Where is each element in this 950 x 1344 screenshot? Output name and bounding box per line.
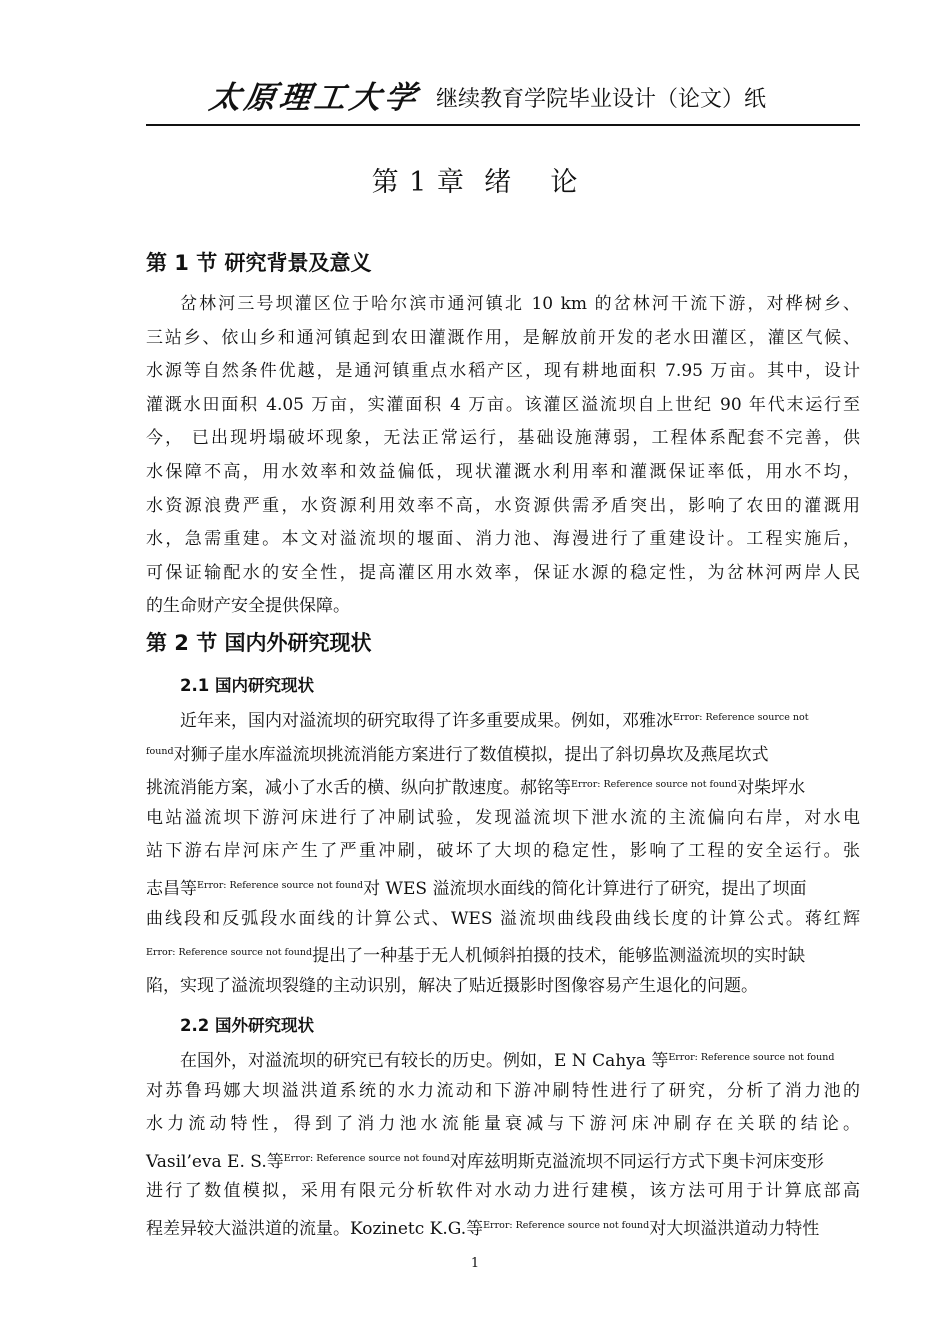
paragraph-line: 陷，实现了溢流坝裂缝的主动识别，解决了贴近摄影时图像容易产生退化的问题。	[146, 975, 758, 996]
university-logo: 太原理工大学	[206, 80, 423, 116]
subsection-2-1-paragraph	[146, 701, 860, 1003]
paragraph-line: 进行了数值模拟，采用有限元分析软件对水动力进行建模，该方法可用于计算底部高	[146, 1181, 860, 1202]
reference-error: Error: Reference source not found	[146, 947, 313, 959]
page-header	[146, 66, 860, 122]
paragraph-line: 程差异较大溢洪道的流量。Kozinetc K.G.等$^{Error: Reference source not found}$对大坝溢洪道动力特性	[146, 1218, 820, 1239]
paragraph-line: $^{found}$对狮子崖水库溢流坝挑流消能方案进行了数值模拟，提出了斜切鼻坎及燕尾坎式	[146, 744, 769, 765]
subsection-2-2-heading: 2.2 国外研究现状	[180, 1016, 314, 1035]
reference-error: Error: Reference source not found	[283, 1152, 450, 1164]
paragraph-line: 对苏鲁玛娜大坝溢洪道系统的水力流动和下游冲刷特性进行了研究，分析了消力池的	[146, 1080, 860, 1101]
paragraph-line: 挑流消能方案，减小了水舌的横、纵向扩散速度。郝铭等$^{Error: Reference source not found}$对柴坪水	[146, 778, 806, 799]
paragraph-line: 水力流动特性，得到了消力池水流能量衰减与下游河床冲刷存在关联的结论。	[146, 1114, 860, 1135]
paragraph-line: 今， 已出现坍塌破坏现象，无法正常运行，基础设施薄弱，工程体系配套不完善，供	[146, 428, 860, 449]
paragraph-line: 曲线段和反弧段水面线的计算公式、WES 溢流坝曲线段曲线长度的计算公式。蒋红辉	[146, 908, 860, 929]
reference-error: Error: Reference source not found	[571, 779, 738, 791]
header-title: 继续教育学院毕业设计（论文）纸	[436, 87, 767, 112]
paragraph-line: 岔林河三号坝灌区位于哈尔滨市通河镇北 10 km 的岔林河干流下游，对桦树乡、	[180, 294, 860, 314]
reference-error: Error: Reference source not	[673, 712, 809, 723]
paragraph-line: 可保证输配水的安全性，提高灌区用水效率，保证水源的稳定性，为岔林河两岸人民	[146, 562, 860, 583]
paragraph-line: 志昌等$^{Error: Reference source not found}$对 WES 溢流坝水面线的简化计算进行了研究，提出了坝面	[146, 878, 807, 899]
paragraph-line: 水保障不高，用水效率和效益偏低，现状灌溉水利用率和灌溉保证率低，用水不均，	[146, 461, 860, 482]
reference-error: Error: Reference source not found	[197, 879, 364, 891]
paragraph-line: Vasil’eva E. S.等$^{Error: Reference source not found}$对库兹明斯克溢流坝不同运行方式下奥卡河床变形	[146, 1151, 824, 1172]
paragraph-line: 站下游右岸河床产生了严重冲刷，破坏了大坝的稳定性，影响了工程的安全运行。张	[146, 841, 860, 862]
paragraph-line: 的生命财产安全提供保障。	[146, 596, 350, 617]
paragraph-line: 在国外，对溢流坝的研究已有较长的历史。例如，E N Cahya 等$^{Error: Reference source not found}$	[180, 1051, 835, 1071]
subsection-2-1-heading: 2.1 国内研究现状	[180, 676, 314, 695]
subsection-2-2-paragraph	[146, 1041, 860, 1243]
paragraph-line: 水资源浪费严重，水资源利用效率不高，水资源供需矛盾突出，影响了农田的灌溉用	[146, 495, 860, 516]
paragraph-line: 电站溢流坝下游河床进行了冲刷试验，发现溢流坝下泄水流的主流偏向右岸，对水电	[146, 807, 860, 828]
paragraph-line: 三站乡、依山乡和通河镇起到农田灌溉作用，是解放前开发的老水田灌区，灌区气候、	[146, 327, 860, 348]
section-1-heading: 第 1 节 研究背景及意义	[146, 251, 372, 275]
section-1-paragraph	[146, 288, 860, 624]
reference-error: Error: Reference source not found	[668, 1052, 835, 1063]
page-number: 1	[470, 1256, 480, 1271]
reference-error: found	[146, 745, 174, 757]
header-rule	[146, 124, 860, 126]
paragraph-line: 水源等自然条件优越，是通河镇重点水稻产区，现有耕地面积 7.95 万亩。其中，设计	[146, 361, 860, 382]
section-2-heading: 第 2 节 国内外研究现状	[146, 631, 372, 655]
paragraph-line: 灌溉水田面积 4.05 万亩，实灌面积 4 万亩。该灌区溢流坝自上世纪 90 年代末运行至	[146, 394, 860, 415]
paragraph-line: $^{Error: Reference source not found}$提出了一种基于无人机倾斜拍摄的技术，能够监测溢流坝的实时缺	[146, 946, 806, 967]
reference-error: Error: Reference source not found	[483, 1219, 650, 1231]
paragraph-line: 水，急需重建。本文对溢流坝的堰面、消力池、海漫进行了重建设计。工程实施后，	[146, 529, 860, 550]
chapter-title: 第 1 章 绪 论	[371, 167, 579, 198]
paragraph-line: 近年来，国内对溢流坝的研究取得了许多重要成果。例如，邓雅冰$^{Error: Reference source not}$	[180, 711, 809, 731]
